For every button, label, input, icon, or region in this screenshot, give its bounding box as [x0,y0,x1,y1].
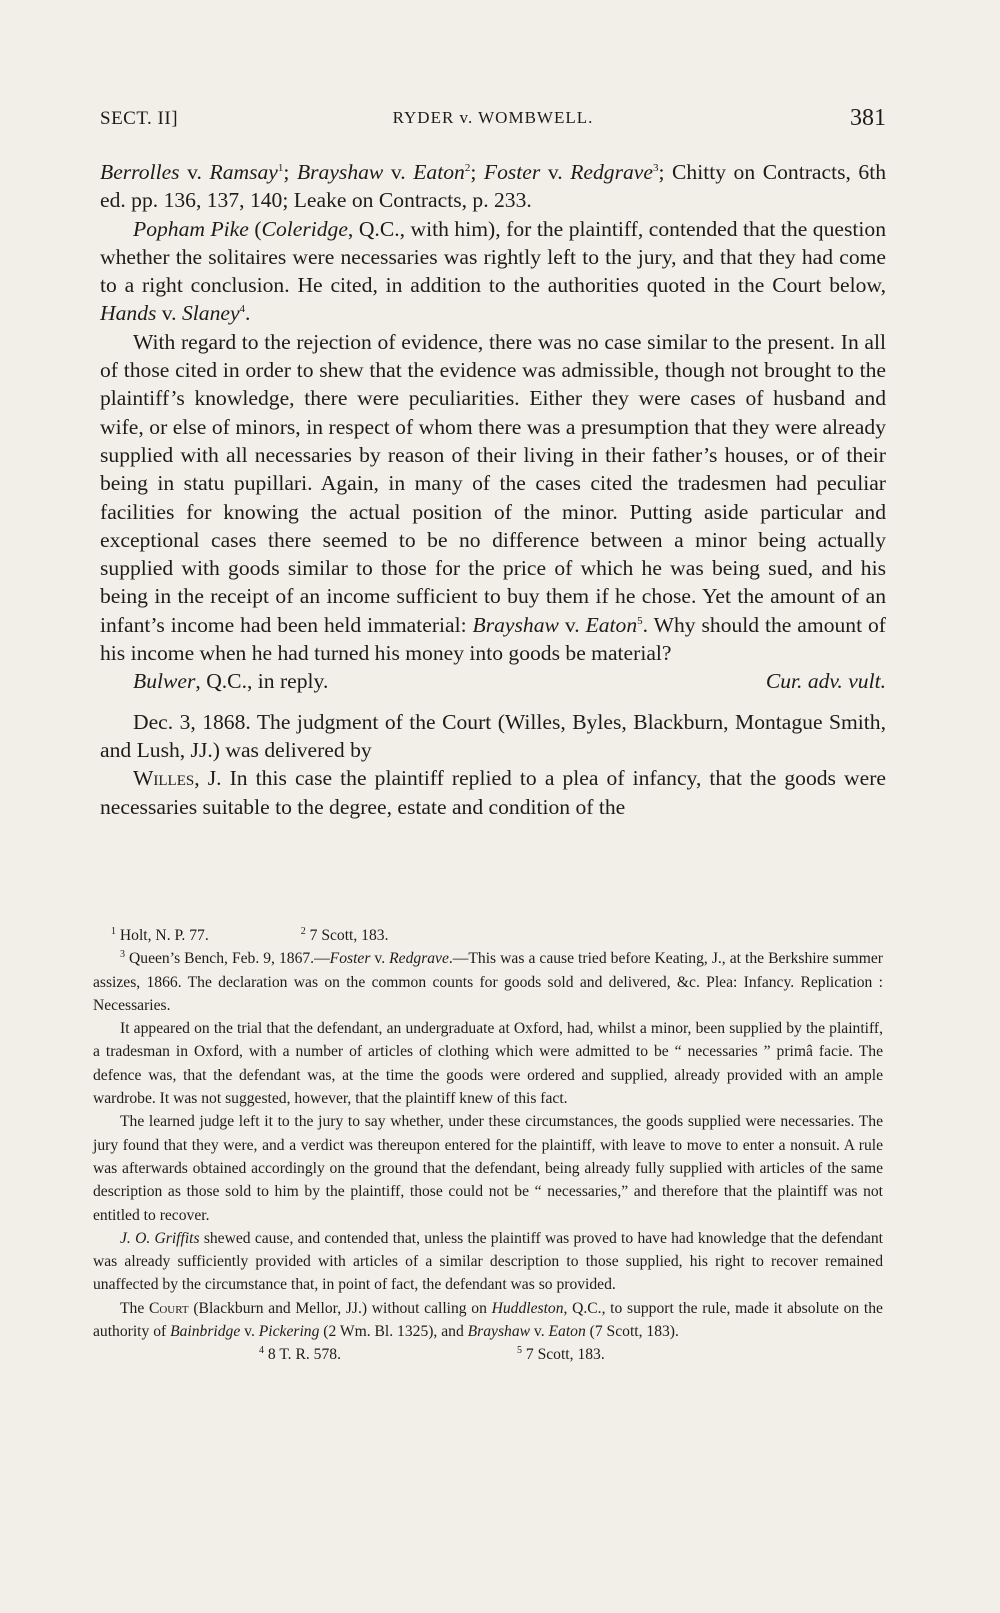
footnote-4: $^4$ 8 T. R. 578. [259,1345,341,1364]
main-text [100,158,886,821]
section-label: SECT. II] [100,108,179,129]
paragraph-evidence: With regard to the rejection of evidence, there was no case similar to the present. In all of those cited in order to shew that the evidence was admissible, though not brought to the plaintiff’s knowledge, there were peculiarities. Either they were cases of husband and wife, or else of minors, in respect of whom there was a presumption that they were already supplied with all necessaries by reason of their living in their father’s houses, or of their being in statu pupillari. Again, in many of the cases cited the tradesmen had peculiar facilities for knowing the actual position of the minor. Putting aside particular and exceptional cases there seemed to be no difference between a minor being actually supplied with goods similar to those for the price of which he was being sued, and his being in the receipt of an income sufficient to buy them if he chose. Yet the amount of an infant’s income had been held immaterial: Brayshaw v. Eaton$^5$. Why should the amount of his income when he had turned his money into goods be material? [100,329,886,666]
footnote-row-1-2 [93,924,883,947]
footnote-row-4-5 [93,1343,883,1366]
footnote-3-court: The Court (Blackburn and Mellor, JJ.) without calling on Huddleston, Q.C., to support the rule, made it absolute on the authority of Bainbridge v. Pickering (2 Wm. Bl. 1325), and Brayshaw v. Eaton (7 Scott, 183). [93,1299,883,1341]
footnote-2: $^2$ 7 Scott, 183. [300,926,389,944]
footnote-1: $^1$ Holt, N. P. 77. [111,926,209,944]
footnote-3-griffits: J. O. Griffits shewed cause, and contended that, unless the plaintiff was proved to have had knowledge that the defendant was already sufficiently provided with articles of a similar description to those supplied, his right to recover remained unaffected by the circumstance that, in point of fact, the defendant was so provided. [93,1229,883,1294]
paragraph-citations: Berrolles v. Ramsay$^1$; Brayshaw v. Eaton$^2$; Foster v. Redgrave$^3$; Chitty on Contracts, 6th ed. pp. 136, 137, 140; Leake on Contracts, p. 233. [100,160,887,213]
footnote-3: $^3$ Queen’s Bench, Feb. 9, 1867.—Foster v. Redgrave.—This was a cause tried before Keating, J., at the Berkshire summer assizes, 1866. The declaration was on the common counts for goods sold and delivered, &c. Plea: Infancy. Replication : Necessaries. [93,949,883,1014]
paragraph-reply: Bulwer, Q.C., in reply. Cur. adv. vult. [133,669,886,694]
footnotes [93,924,883,1367]
footnote-5: $^5$ 7 Scott, 183. [516,1345,605,1364]
page-number: 381 [850,105,886,131]
running-header [100,105,886,136]
footnote-3-jury: The learned judge left it to the jury to say whether, under these circumstances, the goods supplied were necessaries. The jury found that they were, and a verdict was thereupon entered for the plaintiff, with leave to move to enter a nonsuit. A rule was afterwards obtained accordingly on the ground that the defendant, being already fully supplied with articles of the same description as those sold to him by the plaintiff, those could not be “ necessaries,” and therefore that the plaintiff was not entitled to recover. [93,1113,883,1224]
paragraph-willes-judgment: Willes, J. In this case the plaintiff replied to a plea of infancy, that the goods were necessaries suitable to the degree, estate and condition of the [100,766,886,819]
paragraph-judgment-date: Dec. 3, 1868. The judgment of the Court (Willes, Byles, Blackburn, Montague Smith, and Lush, JJ.) was delivered by [100,709,886,762]
paragraph-plaintiff-argument: Popham Pike (Coleridge, Q.C., with him), for the plaintiff, contended that the question whether the solitaires were necessaries was rightly left to the jury, and that they had come to a right conclusion. He cited, in addition to the authorities quoted in the Court below, Hands v. Slaney$^4$. [100,216,886,326]
case-title: RYDER v. WOMBWELL. [392,108,594,127]
footnote-3-trial: It appeared on the trial that the defendant, an undergraduate at Oxford, had, whilst a minor, been supplied by the plaintiff, a tradesman in Oxford, with a number of articles of clothing which were admitted to be “ necessaries ” primâ facie. The defence was, that the defendant was, at the time the goods were ordered and supplied, already provided with an ample wardrobe. It was not suggested, however, that the plaintiff knew of this fact. [93,1020,883,1108]
